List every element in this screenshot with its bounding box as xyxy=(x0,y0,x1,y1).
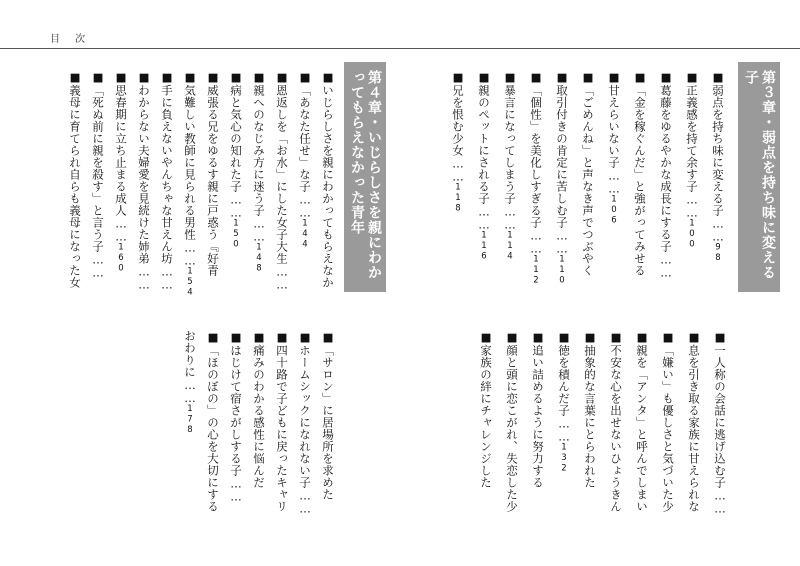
entry-title: わからない夫婦愛を見続けた姉弟 xyxy=(137,84,151,265)
entry-title: 弱点を持ち味に変える子 xyxy=(711,84,725,217)
bullet-mark: ■ xyxy=(633,70,647,85)
bullet-mark: ■ xyxy=(114,70,128,85)
header-rule xyxy=(0,48,800,49)
chapter3-upper-entry[interactable] xyxy=(682,70,702,300)
chapter3-lower-entry[interactable] xyxy=(684,330,704,520)
entry-title: おわりに xyxy=(183,330,197,378)
entry-title: 「ほのぼの」の心を大切にする xyxy=(206,344,220,513)
leader-dots: …… xyxy=(91,252,105,279)
leader-dots: …… xyxy=(298,488,312,515)
entry-page: 144 xyxy=(300,218,310,250)
chapter4-upper-entry[interactable] xyxy=(318,70,338,300)
bullet-mark: ■ xyxy=(183,70,197,85)
chapter4-upper-entry[interactable] xyxy=(249,70,269,300)
entry-page: 148 xyxy=(254,242,264,274)
leader-dots: …… xyxy=(713,488,727,515)
bullet-mark: ■ xyxy=(659,70,673,85)
entry-title: 「死ぬ前に親を殺す」と言う子 xyxy=(91,84,105,253)
bullet-mark: ■ xyxy=(583,330,597,345)
bullet-mark: ■ xyxy=(68,70,82,85)
entry-title: 兄を恨む少女 xyxy=(451,84,465,157)
entry-title: 葛藤をゆるやかな成長にする子 xyxy=(659,84,673,253)
leader-dots: …… xyxy=(607,168,621,195)
leader-dots: …… xyxy=(114,216,128,243)
chapter4-upper-entry[interactable] xyxy=(272,70,292,300)
chapter3-upper-entry[interactable] xyxy=(448,70,468,300)
chapter4-upper-entry[interactable] xyxy=(134,70,154,300)
bullet-mark: ■ xyxy=(609,330,623,345)
entry-title: 気難しい教師に見られる男性 xyxy=(183,84,197,241)
bullet-mark: ■ xyxy=(275,330,289,345)
bullet-mark: ■ xyxy=(206,330,220,345)
entry-title: 義母に育てられ自らも義母になった女 xyxy=(68,84,82,289)
chapter4-upper-entry[interactable] xyxy=(295,70,315,300)
entry-title: 息を引き取る家族に甘えられな xyxy=(687,344,701,513)
chapter3-heading xyxy=(738,62,780,292)
entry-page: 116 xyxy=(479,230,489,262)
entry-title: 「あなた任せ」な子 xyxy=(298,84,312,193)
entry-title: 恩返しを「お水」にした女子大生 xyxy=(275,84,289,265)
entry-title: 徳を積んだ子 xyxy=(557,344,571,417)
leader-dots: …… xyxy=(711,216,725,243)
bullet-mark: ■ xyxy=(91,70,105,85)
entry-title: 「ごめんね」と声なき声でつぶやく xyxy=(581,84,595,277)
entry-page: 112 xyxy=(531,254,541,286)
entry-title: 暴言になってしまう子 xyxy=(503,84,517,205)
chapter4-upper-entry[interactable] xyxy=(226,70,246,300)
entry-title: 「サロン」に居場所を求めた xyxy=(321,344,335,501)
leader-dots: …… xyxy=(252,216,266,243)
entry-title: 「個性」を美化しすぎる子 xyxy=(529,84,543,229)
chapter3-upper-entry[interactable] xyxy=(552,70,572,300)
entry-title: 親のペットにされる子 xyxy=(477,84,491,205)
chapter3-lower-entry[interactable] xyxy=(606,330,626,520)
chapter3-upper-entry[interactable] xyxy=(578,70,598,300)
chapter3-upper-entry[interactable] xyxy=(656,70,676,300)
entry-title: 親へのなじみ方に迷う子 xyxy=(252,84,266,217)
bullet-mark: ■ xyxy=(252,70,266,85)
chapter3-upper-entry[interactable] xyxy=(708,70,728,300)
entry-title: 痛みのわかる感性に悩んだ xyxy=(252,344,266,489)
bullet-mark: ■ xyxy=(298,330,312,345)
entry-title: 家族の絆にチャレンジした xyxy=(479,344,493,489)
entry-title: 追い詰めるように努力する xyxy=(531,344,545,489)
bullet-mark: ■ xyxy=(479,330,493,345)
chapter4-upper-entry[interactable] xyxy=(180,70,200,300)
bullet-mark: ■ xyxy=(477,70,491,85)
entry-title: 抽象的な言葉にとらわれた xyxy=(583,344,597,489)
chapter4-upper-entry[interactable] xyxy=(203,70,223,300)
leader-dots: …… xyxy=(503,204,517,231)
entry-title: 思春期に立ち止まる成人 xyxy=(114,84,128,217)
leader-dots: …… xyxy=(685,192,699,219)
entry-page: 178 xyxy=(185,404,195,436)
chapter3-lower-entry[interactable] xyxy=(554,330,574,520)
entry-title: 甘えらいない子 xyxy=(607,84,621,169)
entry-page: 106 xyxy=(609,194,619,226)
bullet-mark: ■ xyxy=(206,70,220,85)
entry-title: 「金を稼ぐんだ」と強がってみせる xyxy=(633,84,647,277)
bullet-mark: ■ xyxy=(555,70,569,85)
entry-title: 親を「アンタ」と呼んでしまい xyxy=(635,344,649,513)
bullet-mark: ■ xyxy=(713,330,727,345)
entry-title: 不安な心を出せないひょうきん xyxy=(609,344,623,513)
leader-dots: …… xyxy=(555,228,569,255)
chapter3-upper-entry[interactable] xyxy=(630,70,650,300)
chapter3-upper-entry[interactable] xyxy=(526,70,546,300)
entry-page: 150 xyxy=(231,218,241,250)
chapter4-lower-entry[interactable] xyxy=(295,330,315,520)
chapter3-lower-entry[interactable] xyxy=(476,330,496,520)
entry-page: 98 xyxy=(713,242,723,264)
bullet-mark: ■ xyxy=(687,330,701,345)
bullet-mark: ■ xyxy=(661,330,675,345)
chapter4-title: 第４章・いじらしさを親にわかってもらえなかった青年 xyxy=(349,70,382,280)
leader-dots: …… xyxy=(451,156,465,183)
bullet-mark: ■ xyxy=(275,70,289,85)
leader-dots: …… xyxy=(229,476,243,503)
chapter4-lower-entry[interactable] xyxy=(318,330,338,520)
bullet-mark: ■ xyxy=(321,330,335,345)
header-title: 目 次 xyxy=(50,34,92,45)
leader-dots: …… xyxy=(529,228,543,255)
bullet-mark: ■ xyxy=(252,330,266,345)
chapter3-title: 第３章・弱点を持ち味に変える子 xyxy=(743,70,776,280)
chapter3-upper-entry[interactable] xyxy=(474,70,494,300)
chapter3-lower-entry[interactable] xyxy=(710,330,730,520)
bullet-mark: ■ xyxy=(711,70,725,85)
entry-title: 正義感を持て余す子 xyxy=(685,84,699,193)
entry-title: 病と気心の知れた子 xyxy=(229,84,243,193)
entry-title: 四十路で子どもに戻ったキャリ xyxy=(275,344,289,513)
bullet-mark: ■ xyxy=(581,70,595,85)
leader-dots: …… xyxy=(137,264,151,291)
entry-page: 100 xyxy=(687,218,697,250)
chapter4-lower-entry[interactable] xyxy=(249,330,269,520)
leader-dots: …… xyxy=(229,192,243,219)
entry-title: 取引付きの肯定に苦しむ子 xyxy=(555,84,569,229)
leader-dots: …… xyxy=(659,252,673,279)
bullet-mark: ■ xyxy=(321,70,335,85)
bullet-mark: ■ xyxy=(503,70,517,85)
chapter4-upper-entry[interactable] xyxy=(88,70,108,300)
bullet-mark: ■ xyxy=(137,70,151,85)
leader-dots: …… xyxy=(183,240,197,267)
bullet-mark: ■ xyxy=(451,70,465,85)
chapter3-lower-entry[interactable] xyxy=(528,330,548,520)
chapter4-lower-entry[interactable] xyxy=(180,330,200,520)
entry-page: 160 xyxy=(116,242,126,274)
chapter4-heading xyxy=(344,62,386,292)
chapter3-lower-entry[interactable] xyxy=(658,330,678,520)
entry-title: 手に負えないやんちゃな甘えん坊 xyxy=(160,84,174,265)
chapter3-lower-entry[interactable] xyxy=(632,330,652,520)
entry-page: 118 xyxy=(453,182,463,214)
entry-page: 110 xyxy=(557,254,567,286)
chapter4-lower-entry[interactable] xyxy=(226,330,246,520)
entry-title: はじけて宿さがしする子 xyxy=(229,344,243,477)
entry-title: 「嫌い」も優しさと気づいた少 xyxy=(661,344,675,513)
leader-dots: …… xyxy=(557,416,571,443)
chapter4-upper-entry[interactable] xyxy=(157,70,177,300)
leader-dots: …… xyxy=(183,378,197,404)
entry-title: 顔と頭に恋こがれ、失恋した少 xyxy=(505,344,519,513)
bullet-mark: ■ xyxy=(529,70,543,85)
bullet-mark: ■ xyxy=(531,330,545,345)
chapter3-upper-entry[interactable] xyxy=(500,70,520,300)
leader-dots: …… xyxy=(477,204,491,231)
chapter4-lower-entry[interactable] xyxy=(272,330,292,520)
bullet-mark: ■ xyxy=(229,330,243,345)
entry-title: ホームシックになれない子 xyxy=(298,344,312,489)
chapter3-lower-entry[interactable] xyxy=(502,330,522,520)
bullet-mark: ■ xyxy=(505,330,519,345)
chapter4-upper-entry[interactable] xyxy=(111,70,131,300)
bullet-mark: ■ xyxy=(298,70,312,85)
chapter3-upper-entry[interactable] xyxy=(604,70,624,300)
entry-page: 154 xyxy=(185,266,195,298)
bullet-mark: ■ xyxy=(607,70,621,85)
entry-title: 威張る兄をゆるす親に戸惑う『好青 xyxy=(206,84,220,277)
leader-dots: …… xyxy=(298,192,312,219)
chapter4-upper-entry[interactable] xyxy=(65,70,85,300)
entry-page: 132 xyxy=(559,442,569,474)
entry-title: いじらしさを親にわかってもらえなか xyxy=(321,84,335,289)
bullet-mark: ■ xyxy=(557,330,571,345)
page-header xyxy=(0,28,800,50)
chapter3-lower-entry[interactable] xyxy=(580,330,600,520)
bullet-mark: ■ xyxy=(685,70,699,85)
chapter4-lower-entry[interactable] xyxy=(203,330,223,520)
bullet-mark: ■ xyxy=(160,70,174,85)
entry-title: 一人称の会話に逃げ込む子 xyxy=(713,344,727,489)
leader-dots: …… xyxy=(275,264,289,291)
entry-page: 114 xyxy=(505,230,515,262)
bullet-mark: ■ xyxy=(635,330,649,345)
bullet-mark: ■ xyxy=(229,70,243,85)
leader-dots: …… xyxy=(160,264,174,291)
